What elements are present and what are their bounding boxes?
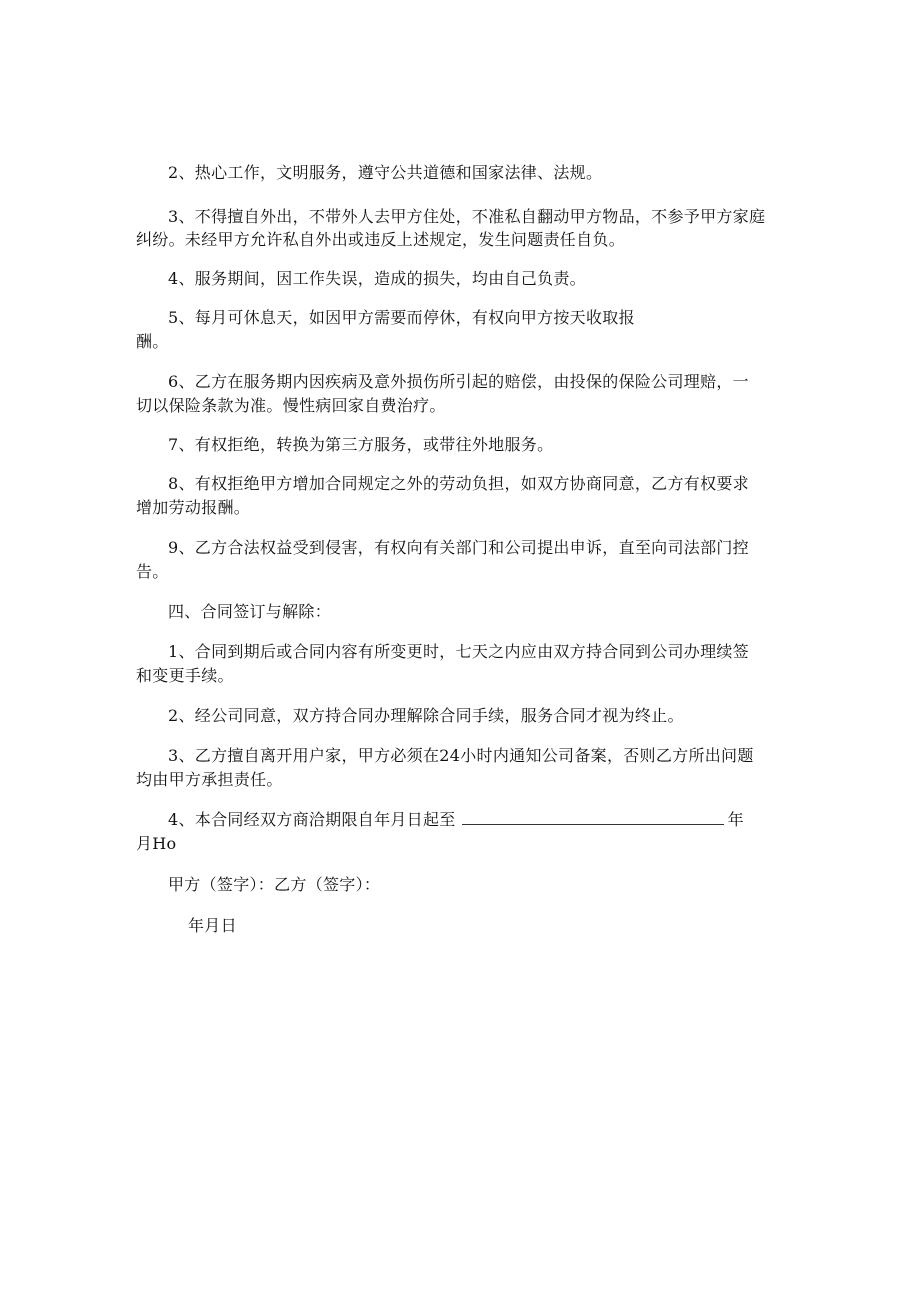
clause-9-line-2: 告。 xyxy=(136,562,169,581)
clause-9-line-1: 9、乙方合法权益受到侵害，有权向有关部门和公司提出申诉，直至向司法部门控 xyxy=(168,538,749,557)
signature-date: 年月日 xyxy=(188,916,237,935)
contract-clause-3-line-1: 3、乙方擅自离开用户家，甲方必须在24小时内通知公司备案，否则乙方所出问题 xyxy=(168,746,754,765)
clause-8-line-2: 增加劳动报酬。 xyxy=(136,498,251,517)
clause-3-line-1: 3、不得擅自外出，不带外人去甲方住处，不准私自翻动甲方物品，不参予甲方家庭 xyxy=(168,207,766,226)
contract-clause-4-line-2: 月Ho xyxy=(136,834,177,853)
contract-clause-4-line-1 xyxy=(168,809,744,831)
clause-5-line-1: 5、每月可休息天，如因甲方需要而停休，有权向甲方按天收取报 xyxy=(168,308,635,327)
clause-8-line-1: 8、有权拒绝甲方增加合同规定之外的劳动负担，如双方协商同意，乙方有权要求 xyxy=(168,474,749,493)
term-prefix: 4、本合同经双方商洽期限自年月日起至 xyxy=(168,810,456,829)
clause-6-line-2: 切以保险条款为准。慢性病回家自费治疗。 xyxy=(136,396,446,415)
term-end-blank xyxy=(462,810,724,825)
clause-4: 4、服务期间，因工作失误，造成的损失，均由自己负责。 xyxy=(168,269,586,288)
signature-line: 甲方（签字）：乙方（签字）： xyxy=(168,875,381,894)
section-4-heading: 四、合同签订与解除： xyxy=(168,602,332,621)
contract-clause-1-line-2: 和变更手续。 xyxy=(136,666,234,685)
clause-7: 7、有权拒绝，转换为第三方服务，或带往外地服务。 xyxy=(168,435,554,454)
clause-2: 2、热心工作，文明服务，遵守公共道德和国家法律、法规。 xyxy=(168,163,603,182)
contract-clause-2: 2、经公司同意，双方持合同办理解除合同手续，服务合同才视为终止。 xyxy=(168,706,684,725)
term-suffix: 年 xyxy=(727,810,744,829)
clause-3-line-2: 纠纷。未经甲方允许私自外出或违反上述规定，发生问题责任自负。 xyxy=(136,230,626,249)
contract-clause-1-line-1: 1、合同到期后或合同内容有所变更时，七天之内应由双方持合同到公司办理续签 xyxy=(168,642,749,661)
clause-5-line-2: 酬。 xyxy=(136,332,169,351)
clause-6-line-1: 6、乙方在服务期内因疾病及意外损伤所引起的赔偿，由投保的保险公司理赔，一 xyxy=(168,372,749,391)
contract-clause-3-line-2: 均由甲方承担责任。 xyxy=(136,770,283,789)
